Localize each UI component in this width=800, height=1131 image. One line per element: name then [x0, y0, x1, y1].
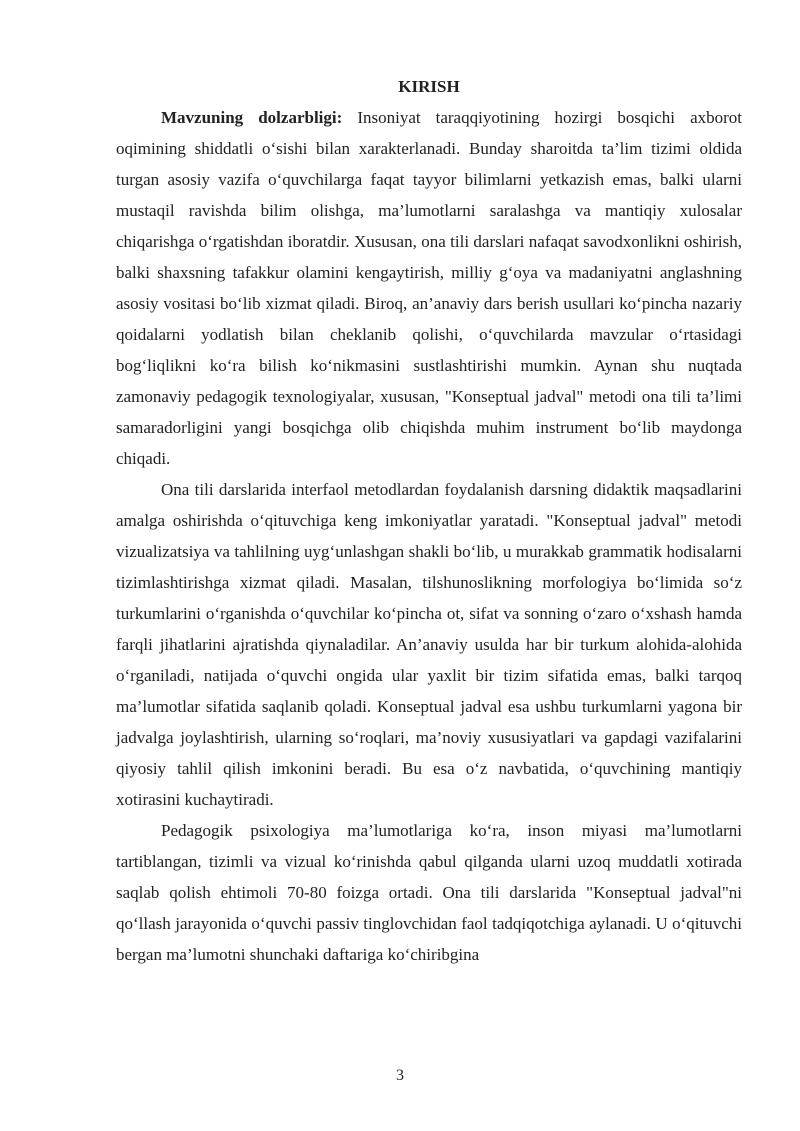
paragraph-2 — [116, 474, 742, 815]
paragraph-text: Ona tili darslarida interfaol metodlardan foydalanish darsning didaktik maqsadlarini amalga oshirishda o‘qituvchiga keng imkoniyatlar yaratadi. "Konseptual jadval" metodi vizualizatsiya va tahlilning uyg‘unlashgan shakli bo‘lib, u murakkab grammatik hodisalarni tizimlashtirishga xizmat qiladi. Masalan, tilshunoslikning morfologiya bo‘limida so‘z turkumlarini o‘rganishda o‘quvchilar ko‘pincha ot, sifat va sonning o‘zaro o‘xshash hamda farqli jihatlarini ajratishda qiynaladilar. An’anaviy usulda har bir turkum alohida-alohida o‘rganiladi, natijada o‘quvchi ongida ular yaxlit bir tizim sifatida emas, balki tarqoq ma’lumotlar sifatida saqlanib qoladi. Konseptual jadval esa ushbu turkumlarni yagona bir jadvalga joylashtirish, ularning so‘roqlari, ma’noviy xususiyatlari va gapdagi vazifalarini qiyosiy tahlil qilish imkonini beradi. Bu esa o‘z navbatida, o‘quvchining mantiqiy xotirasini kuchaytiradi. — [116, 480, 742, 809]
paragraph-3 — [116, 815, 742, 970]
page-number: 3 — [396, 1067, 404, 1084]
document-page — [116, 74, 742, 970]
paragraph-lead: Mavzuning dolzarbligi: — [161, 108, 343, 127]
paragraph-text: Pedagogik psixologiya ma’lumotlariga ko‘ra, inson miyasi ma’lumotlarni tartiblangan, tizimli va vizual ko‘rinishda qabul qilganda ularni uzoq muddatli xotirada saqlab qolish ehtimoli 70-80 foizga ortadi. Ona tili darslarida "Konseptual jadval"ni qo‘llash jarayonida o‘quvchi passiv tinglovchidan faol tadqiqotchiga aylanadi. U o‘qituvchi bergan ma’lumotni shunchaki daftariga ko‘chiribgina — [116, 821, 742, 964]
paragraph-text: Insoniyat taraqqiyotining hozirgi bosqichi axborot oqimining shiddatli o‘sishi bilan xarakterlanadi. Bunday sharoitda ta’lim tizimi oldida turgan asosiy vazifa o‘quvchilarga faqat tayyor bilimlarni yetkazish emas, balki ularni mustaqil ravishda bilim olishga, ma’lumotlarni saralashga va mantiqiy xulosalar chiqarishga o‘rgatishdan iboratdir. Xususan, ona tili darslari nafaqat savodxonlikni oshirish, balki shaxsning tafakkur olamini kengaytirish, milliy g‘oya va madaniyatni anglashning asosiy vositasi bo‘lib xizmat qiladi. Biroq, an’anaviy dars berish usullari ko‘pincha nazariy qoidalarni yodlatish bilan cheklanib qolishi, o‘quvchilarda mavzular o‘rtasidagi bog‘liqlikni ko‘ra bilish ko‘nikmasini sustlashtirishi mumkin. Aynan shu nuqtada zamonaviy pedagogik texnologiyalar, xususan, "Konseptual jadval" metodi ona tili ta’limi samaradorligini yangi bosqichga olib chiqishda muhim instrument bo‘lib maydonga chiqadi. — [116, 108, 742, 468]
section-title: KIRISH — [398, 77, 460, 96]
paragraph-1 — [116, 102, 742, 474]
